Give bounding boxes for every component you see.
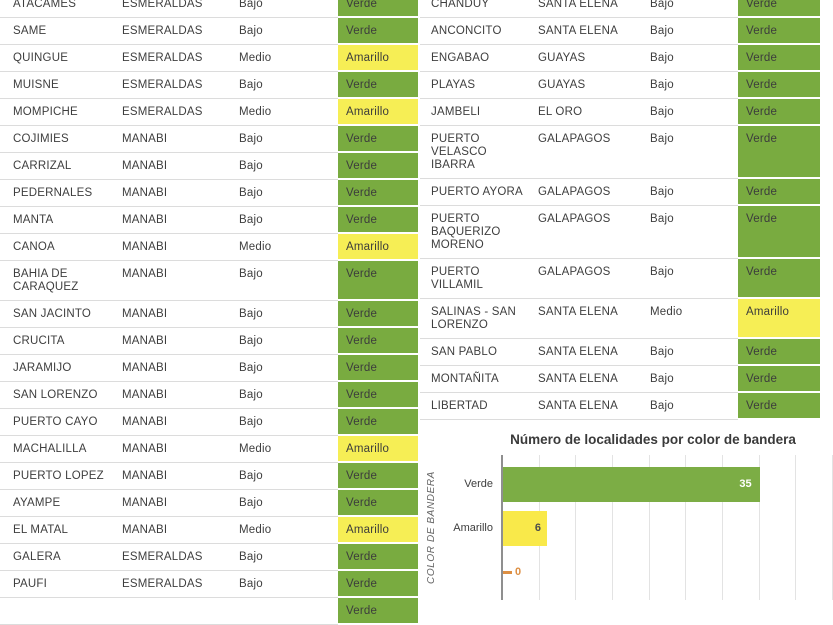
flag-color-label: Amarillo: [338, 234, 418, 261]
flag-color-label: Verde: [338, 382, 418, 409]
flag-cell: [738, 72, 820, 98]
flag-cell: [338, 598, 418, 624]
flag-cell: [338, 301, 418, 327]
table-row: [420, 18, 820, 45]
locality-cell: PUERTO BAQUERIZO MORENO: [431, 213, 501, 251]
province-cell: GALAPAGOS: [538, 133, 611, 145]
locality-cell: JARAMIJO: [13, 362, 72, 374]
province-cell: GALAPAGOS: [538, 186, 611, 198]
province-cell: MANABI: [122, 443, 168, 455]
flag-cell: [738, 259, 820, 298]
flag-color-label: Verde: [338, 490, 418, 517]
risk-cell: Bajo: [239, 335, 263, 347]
risk-cell: Bajo: [239, 133, 263, 145]
flag-cell: [338, 490, 418, 516]
flag-cell: [338, 126, 418, 152]
risk-cell: Bajo: [239, 389, 263, 401]
locality-cell: ENGABAO: [431, 52, 490, 64]
province-cell: ESMERALDAS: [122, 106, 203, 118]
flag-cell: [338, 409, 418, 435]
province-cell: MANABI: [122, 416, 168, 428]
risk-cell: Bajo: [650, 79, 674, 91]
chart-title: Número de localidades por color de bandera: [510, 432, 796, 447]
locality-cell: PUERTO VILLAMIL: [431, 266, 484, 291]
table-row: [420, 126, 820, 179]
flag-color-label: Amarillo: [338, 517, 418, 544]
locality-cell: PUERTO CAYO: [13, 416, 98, 428]
risk-cell: Bajo: [650, 0, 674, 10]
flag-color-label: Verde: [738, 259, 820, 299]
flag-color-label: Verde: [738, 18, 820, 45]
risk-cell: Bajo: [650, 373, 674, 385]
risk-cell: Bajo: [239, 497, 263, 509]
flag-cell: [738, 393, 820, 419]
flag-color-label: Verde: [738, 0, 820, 18]
flag-cell: [738, 99, 820, 125]
locality-cell: PUERTO AYORA: [431, 186, 523, 198]
chart-y-axis-label: COLOR DE BANDERA: [426, 471, 437, 584]
locality-cell: PEDERNALES: [13, 187, 93, 199]
risk-cell: Medio: [239, 524, 272, 536]
bar-amarillo[interactable]: [503, 511, 547, 546]
flag-cell: [738, 45, 820, 71]
flag-color-label: Verde: [338, 180, 418, 207]
table-row: [0, 301, 418, 328]
risk-cell: Bajo: [650, 133, 674, 145]
locality-cell: SAN JACINTO: [13, 308, 92, 320]
flag-cell: [338, 517, 418, 543]
bar-value-label: 6: [534, 522, 541, 534]
table-row: [420, 72, 820, 99]
locality-cell: [0, 598, 120, 624]
table-row: [0, 261, 418, 301]
flag-color-label: Verde: [338, 72, 418, 99]
table-row: [0, 99, 418, 126]
risk-cell: Bajo: [239, 470, 263, 482]
risk-cell: Bajo: [239, 79, 263, 91]
table-row: [420, 45, 820, 72]
flag-cell: [738, 126, 820, 178]
flag-color-label: Amarillo: [338, 99, 418, 126]
flag-color-label: Verde: [738, 393, 820, 420]
table-row: [0, 234, 418, 261]
locality-cell: SAN LORENZO: [13, 389, 98, 401]
flag-color-label: Verde: [338, 0, 418, 18]
table-row: [0, 544, 418, 571]
province-cell: GALAPAGOS: [538, 266, 611, 278]
province-cell: MANABI: [122, 160, 168, 172]
flag-color-label: Verde: [338, 18, 418, 45]
flag-cell: [338, 72, 418, 98]
risk-cell: Bajo: [239, 214, 263, 226]
flag-color-label: Verde: [738, 179, 820, 206]
province-cell: ESMERALDAS: [122, 79, 203, 91]
risk-cell: Bajo: [650, 186, 674, 198]
flag-color-label: Verde: [738, 72, 820, 99]
table-row: [0, 328, 418, 355]
table-row: [0, 72, 418, 99]
risk-cell: Bajo: [650, 213, 674, 225]
flag-cell: [338, 436, 418, 462]
risk-cell: Bajo: [239, 25, 263, 37]
flag-cell: [338, 45, 418, 71]
table-row: [0, 153, 418, 180]
flag-cell: [338, 328, 418, 354]
risk-cell: Bajo: [650, 25, 674, 37]
table-row: [0, 0, 418, 18]
locality-cell: CARRIZAL: [13, 160, 72, 172]
province-cell: MANABI: [122, 187, 168, 199]
locality-cell: MOMPICHE: [13, 106, 78, 118]
table-row: [0, 382, 418, 409]
province-cell: SANTA ELENA: [538, 25, 618, 37]
locality-cell: MUISNE: [13, 79, 59, 91]
risk-cell: Bajo: [650, 52, 674, 64]
flag-color-label: Verde: [738, 339, 820, 366]
locality-cell: MONTAÑITA: [431, 373, 499, 385]
table-row: [0, 207, 418, 234]
table-row: [0, 355, 418, 382]
locality-cell: CRUCITA: [13, 335, 65, 347]
risk-cell: Bajo: [239, 0, 263, 10]
table-row: [0, 409, 418, 436]
risk-cell: Medio: [239, 52, 272, 64]
flag-cell: [738, 366, 820, 392]
flag-color-label: Verde: [338, 355, 418, 382]
flag-cell: [338, 463, 418, 489]
flag-cell: [338, 234, 418, 260]
locality-cell: QUINGUE: [13, 52, 69, 64]
province-cell: ESMERALDAS: [122, 578, 203, 590]
flag-cell: [338, 207, 418, 233]
localities-table-right: [420, 0, 820, 420]
table-row: [0, 490, 418, 517]
risk-cell: Medio: [239, 241, 272, 253]
flag-color-label: Verde: [738, 126, 820, 179]
flag-color-label: Verde: [338, 153, 418, 180]
province-cell: [120, 598, 237, 624]
risk-cell: Bajo: [239, 362, 263, 374]
category-label-verde: Verde: [464, 478, 493, 490]
flag-color-label: Verde: [338, 571, 418, 598]
flag-color-label: Verde: [338, 301, 418, 328]
province-cell: EL ORO: [538, 106, 583, 118]
flag-cell: [338, 544, 418, 570]
table-row: [420, 99, 820, 126]
locality-cell: ATACAMES: [13, 0, 77, 10]
locality-cell: MACHALILLA: [13, 443, 87, 455]
table-row: [0, 436, 418, 463]
flag-cell: [738, 339, 820, 365]
locality-cell: CANOA: [13, 241, 55, 253]
province-cell: ESMERALDAS: [122, 551, 203, 563]
flag-color-label: Verde: [338, 261, 418, 301]
flag-color-label: Verde: [338, 207, 418, 234]
province-cell: MANABI: [122, 241, 168, 253]
risk-cell: Medio: [239, 106, 272, 118]
province-cell: SANTA ELENA: [538, 0, 618, 10]
flag-color-label: Verde: [338, 598, 418, 625]
province-cell: MANABI: [122, 308, 168, 320]
flag-cell: [338, 355, 418, 381]
province-cell: SANTA ELENA: [538, 373, 618, 385]
flag-cell: [338, 180, 418, 206]
chart-category-labels: [436, 455, 493, 600]
flag-cell: [738, 206, 820, 258]
flag-color-label: Amarillo: [338, 45, 418, 72]
locality-cell: LIBERTAD: [431, 400, 488, 412]
risk-cell: [237, 598, 338, 624]
bar-value-label: 35: [739, 478, 752, 490]
bar-verde[interactable]: [503, 467, 760, 502]
locality-cell: CHANDUY: [431, 0, 490, 10]
locality-cell: SAN PABLO: [431, 346, 498, 358]
category-label-amarillo: Amarillo: [453, 522, 493, 534]
province-cell: ESMERALDAS: [122, 25, 203, 37]
province-cell: MANABI: [122, 389, 168, 401]
chart-gridline: [795, 455, 796, 600]
table-row: [0, 463, 418, 490]
flag-cell: [338, 99, 418, 125]
flag-cell: [338, 0, 418, 17]
risk-cell: Bajo: [239, 308, 263, 320]
risk-cell: Bajo: [239, 268, 263, 280]
flag-cell: [338, 261, 418, 300]
risk-cell: Bajo: [650, 106, 674, 118]
province-cell: MANABI: [122, 268, 168, 280]
province-cell: MANABI: [122, 497, 168, 509]
province-cell: MANABI: [122, 470, 168, 482]
flag-color-label: Verde: [338, 126, 418, 153]
province-cell: SANTA ELENA: [538, 306, 618, 318]
risk-cell: Bajo: [650, 346, 674, 358]
flag-cell: [738, 18, 820, 44]
table-row: [420, 299, 820, 339]
risk-cell: Bajo: [650, 400, 674, 412]
flag-color-label: Verde: [338, 328, 418, 355]
province-cell: SANTA ELENA: [538, 400, 618, 412]
bar-zero[interactable]: [503, 571, 512, 574]
province-cell: GUAYAS: [538, 52, 586, 64]
province-cell: MANABI: [122, 335, 168, 347]
flag-color-label: Verde: [738, 206, 820, 259]
province-cell: ESMERALDAS: [122, 0, 203, 10]
risk-cell: Bajo: [650, 266, 674, 278]
risk-cell: Bajo: [239, 416, 263, 428]
province-cell: MANABI: [122, 133, 168, 145]
locality-cell: SALINAS - SAN LORENZO: [431, 306, 517, 331]
table-row: [0, 571, 418, 598]
table-row: [420, 179, 820, 206]
table-row: [0, 180, 418, 207]
flag-color-label: Verde: [738, 99, 820, 126]
locality-cell: EL MATAL: [13, 524, 69, 536]
risk-cell: Bajo: [239, 187, 263, 199]
province-cell: GUAYAS: [538, 79, 586, 91]
table-row: [420, 259, 820, 299]
risk-cell: Bajo: [239, 551, 263, 563]
table-row: [420, 393, 820, 420]
locality-cell: AYAMPE: [13, 497, 61, 509]
locality-cell: GALERA: [13, 551, 61, 563]
bar-value-label: 0: [515, 566, 522, 578]
province-cell: ESMERALDAS: [122, 52, 203, 64]
table-row: [0, 598, 418, 625]
flag-color-label: Amarillo: [738, 299, 820, 339]
flag-color-label: Verde: [338, 409, 418, 436]
province-cell: MANABI: [122, 524, 168, 536]
risk-cell: Medio: [650, 306, 683, 318]
province-cell: SANTA ELENA: [538, 346, 618, 358]
table-row: [0, 18, 418, 45]
locality-cell: PUERTO LOPEZ: [13, 470, 104, 482]
flag-cell: [738, 299, 820, 338]
table-row: [0, 126, 418, 153]
flag-color-label: Amarillo: [338, 436, 418, 463]
flag-cell: [338, 382, 418, 408]
locality-cell: PUERTO VELASCO IBARRA: [431, 133, 487, 171]
province-cell: GALAPAGOS: [538, 213, 611, 225]
table-row: [0, 517, 418, 544]
risk-cell: Bajo: [239, 160, 263, 172]
table-row: [0, 45, 418, 72]
table-row: [420, 206, 820, 259]
flag-cell: [738, 0, 820, 17]
locality-cell: SAME: [13, 25, 47, 37]
risk-cell: Bajo: [239, 578, 263, 590]
flag-cell: [338, 571, 418, 597]
locality-cell: MANTA: [13, 214, 54, 226]
flag-color-label: Verde: [738, 366, 820, 393]
locality-cell: ANCONCITO: [431, 25, 502, 37]
flag-color-label: Verde: [738, 45, 820, 72]
flag-color-label: Verde: [338, 544, 418, 571]
province-cell: MANABI: [122, 362, 168, 374]
chart-plot-area: [502, 455, 832, 600]
locality-cell: PLAYAS: [431, 79, 476, 91]
risk-cell: Medio: [239, 443, 272, 455]
flag-cell: [338, 153, 418, 179]
table-row: [420, 0, 820, 18]
locality-cell: BAHIA DE CARAQUEZ: [13, 268, 79, 293]
flag-cell: [738, 179, 820, 205]
flag-cell: [338, 18, 418, 44]
locality-cell: COJIMIES: [13, 133, 69, 145]
locality-cell: PAUFI: [13, 578, 48, 590]
flag-color-label: Verde: [338, 463, 418, 490]
table-row: [420, 366, 820, 393]
locality-cell: JAMBELI: [431, 106, 481, 118]
table-row: [420, 339, 820, 366]
province-cell: MANABI: [122, 214, 168, 226]
